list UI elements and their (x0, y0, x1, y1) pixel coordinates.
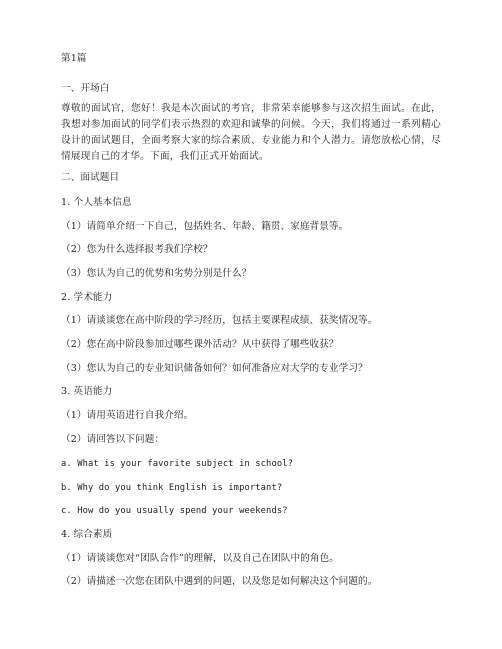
chapter-label: 第1篇 (61, 53, 87, 64)
question-text: （1）请简单介绍一下自己，包括姓名、年龄、籍贯、家庭背景等。 (61, 221, 349, 232)
subsection-title-academic: 2. 学术能力 (61, 292, 113, 303)
subsection-title-english: 3. 英语能力 (61, 386, 113, 397)
question-text: （2）请回答以下问题： (61, 434, 165, 445)
english-question-a: a. What is your favorite subject in school? (61, 459, 294, 469)
question-text: （3）您认为自己的优势和劣势分别是什么？ (61, 268, 252, 279)
subsection-title-basic-info: 1. 个人基本信息 (61, 197, 132, 208)
english-question-b: b. Why do you think English is important? (61, 483, 283, 493)
section-heading-opening: 一、开场白 (61, 83, 110, 94)
question-text: （2）您在高中阶段参加过哪些课外活动？从中获得了哪些收获？ (61, 339, 339, 350)
question-text: （1）请谈谈您对“团队合作”的理解，以及自己在团队中的角色。 (61, 553, 339, 564)
question-text: （3）您认为自己的专业知识储备如何？如何准备应对大学的专业学习？ (61, 363, 368, 374)
question-text: （2）您为什么选择报考我们学校？ (61, 244, 213, 255)
intro-paragraph: 尊敬的面试官，您好！我是本次面试的考官，非常荣幸能够参与这次招生面试。在此，我想对参加面试的同学们表示热烈的欢迎和诚挚的问候。今天，我们将通过一系列精心设计的面试题目，全面考察大家的综合素质、专业能力和个人潜力。请您放松心情，尽情展现自己的才华。下面，我们正式开始面试。 (61, 103, 441, 162)
question-text: （1）请谈谈您在高中阶段的学习经历，包括主要课程成绩、获奖情况等。 (61, 315, 378, 326)
english-question-c: c. How do you usually spend your weekends? (61, 506, 288, 516)
section-heading-questions: 二、面试题目 (61, 172, 120, 183)
subsection-title-overall: 4. 综合素质 (61, 529, 113, 540)
question-text: （2）请描述一次您在团队中遇到的问题，以及您是如何解决这个问题的。 (61, 576, 378, 587)
question-text: （1）请用英语进行自我介绍。 (61, 410, 194, 421)
